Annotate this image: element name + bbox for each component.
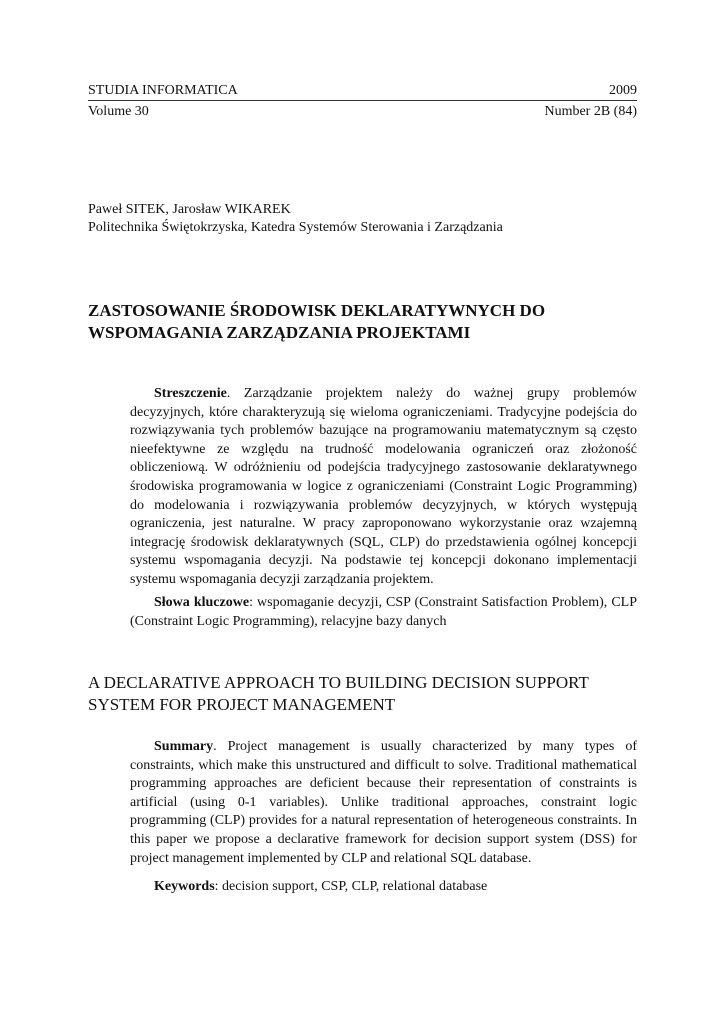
abstract-polish (130, 385, 637, 590)
keywords-polish-label: Słowa kluczowe (154, 595, 250, 610)
title-english (88, 672, 648, 716)
title-polish-line-2: WSPOMAGANIA ZARZĄDZANIA PROJEKTAMI (88, 323, 471, 342)
title-polish-line-1: ZASTOSOWANIE ŚRODOWISK DEKLARATYWNYCH DO (88, 301, 546, 320)
abstract-english-label: Summary (154, 739, 214, 754)
abstract-polish-text: . Zarządzanie projektem należy do ważnej grupy problemów decyzyjnych, które charakteryzują się wieloma ograniczeniami. Tradycyjne podejścia do rozwiązywania tych problemów bazujące na programowaniu matematycznym są często nieefektywne ze względu na trudność modelowania ograniczeń oraz złożoność obliczeniową. W odróżnieniu od podejścia tradycyjnego zastosowanie deklaratywnego środowiska programowania w logice z ograniczeniami (Constraint Logic Programming) do modelowania i rozwiązywania problemów decyzyjnych, w których występują ograniczenia, jest naturalne. W pracy zaproponowano wykorzystanie oraz wzajemną integrację środowisk deklaratywnych (SQL, CLP) do przedstawienia ogólnej koncepcji systemu wspomagania decyzji. Na podstawie tej koncepcji dokonano implementacji systemu wspomagania decyzji zarządzania projektem. (130, 386, 637, 587)
abstract-english (130, 738, 637, 868)
keywords-polish (130, 594, 637, 631)
keywords-english (130, 878, 637, 897)
journal-year: 2009 (609, 83, 637, 98)
title-polish (88, 300, 648, 344)
journal-number: Number 2B (84) (544, 104, 637, 119)
journal-header (88, 82, 637, 100)
authors: Paweł SITEK, Jarosław WIKAREK (88, 202, 291, 217)
affiliation: Politechnika Świętokrzyska, Katedra Systemów Sterowania i Zarządzania (88, 220, 503, 235)
abstract-polish-label: Streszczenie (154, 386, 227, 401)
journal-volume: Volume 30 (88, 104, 149, 119)
journal-name: STUDIA INFORMATICA (88, 83, 238, 98)
keywords-polish-text: : wspomaganie decyzji, CSP (Constraint Satisfaction Problem), CLP (Constraint Logic Programming), relacyjne bazy danych (130, 595, 637, 629)
title-english-line-2: SYSTEM FOR PROJECT MANAGEMENT (88, 695, 396, 714)
abstract-english-text: . Project management is usually characterized by many types of constraints, which make this unstructured and difficult to solve. Traditional mathematical programming approaches are deficient because their representation of constraints is artificial (using 0-1 variables). Unlike traditional approaches, constraint logic programming (CLP) provides for a natural representation of heterogeneous constraints. In this paper we propose a declarative framework for decision support system (DSS) for project management implemented by CLP and relational SQL database. (130, 739, 637, 866)
keywords-english-text: : decision support, CSP, CLP, relational database (214, 879, 488, 894)
header-divider (88, 100, 637, 101)
keywords-english-label: Keywords (154, 879, 215, 894)
title-english-line-1: A DECLARATIVE APPROACH TO BUILDING DECISION SUPPORT (88, 673, 589, 692)
journal-issue (88, 103, 637, 121)
